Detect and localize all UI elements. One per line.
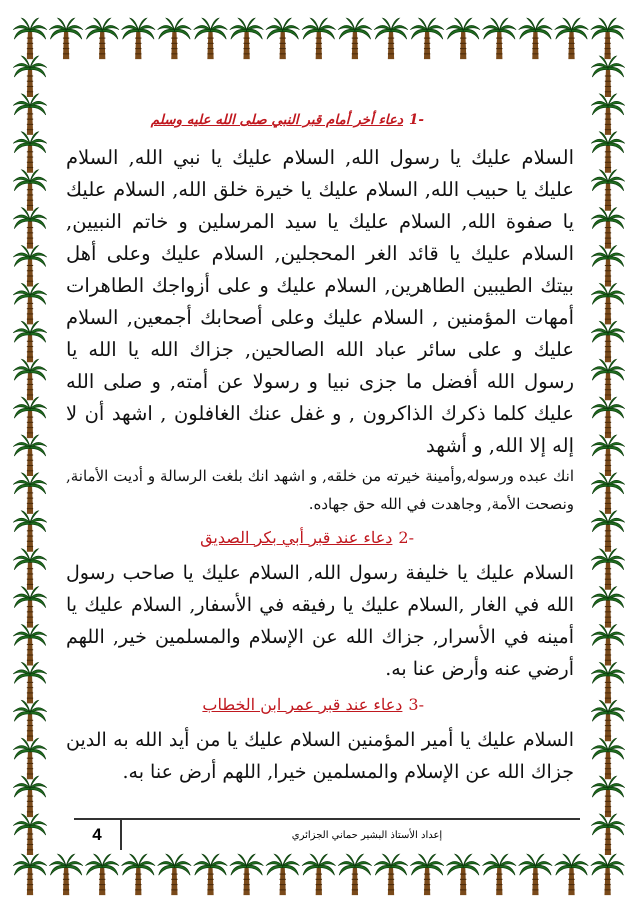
page-content [66,112,574,812]
palm-tree-icon [591,473,625,514]
palm-tree-icon [85,18,119,59]
palm-tree-icon [591,700,625,741]
section-2-body: السلام عليك يا خليفة رسول الله, السلام عليك يا صاحب رسول الله في الغار ,السلام عليك يا رفيقه في الأسفار, السلام عليك يا أمينه في الأسرار, جزاك الله عن الإسلام والمسلمين خير, اللهم أرضي عنه وأرض عنا به. [66,562,574,680]
palm-tree-icon [338,18,372,59]
palm-tree-icon [302,854,336,895]
palm-tree-icon [158,854,192,895]
palm-tree-icon [591,854,625,895]
palm-tree-icon [266,854,300,895]
palm-tree-icon [591,170,625,211]
section-2-number: -2 [398,528,414,547]
palm-tree-icon [13,625,47,666]
palm-tree-icon [230,18,264,59]
palm-tree-icon [158,18,192,59]
palm-tree-icon [13,170,47,211]
palm-tree-icon [13,738,47,779]
palm-tree-icon [591,549,625,590]
palm-tree-icon [591,359,625,400]
palm-tree-icon [13,208,47,249]
section-1-title: دعاء أخر أمام قبر النبي صلى الله عليه وسلم [150,112,403,128]
palm-tree-icon [194,854,228,895]
palm-tree-icon [519,854,553,895]
palm-tree-icon [338,854,372,895]
palm-tree-icon [302,18,336,59]
palm-tree-icon [591,776,625,817]
section-1-heading [66,112,574,128]
palm-tree-icon [266,18,300,59]
palm-tree-icon [591,321,625,362]
palm-tree-icon [85,854,119,895]
palm-tree-icon [591,435,625,476]
palm-tree-icon [483,18,517,59]
palm-tree-icon [591,283,625,324]
palm-tree-icon [519,18,553,59]
palm-tree-icon [122,854,156,895]
palm-tree-icon [49,18,83,59]
palm-tree-icon [13,549,47,590]
palm-tree-icon [13,435,47,476]
section-2-title: دعاء عند قبر أبي بكر الصديق [200,528,393,547]
palm-tree-icon [13,854,47,895]
palm-tree-icon [13,473,47,514]
palm-tree-icon [13,700,47,741]
palm-tree-icon [591,132,625,173]
palm-tree-icon [591,246,625,287]
palm-tree-icon [591,56,625,97]
palm-tree-icon [555,18,589,59]
page-number: 4 [74,820,122,850]
palm-tree-icon [194,18,228,59]
palm-tree-icon [13,56,47,97]
palm-tree-icon [591,397,625,438]
palm-tree-icon [410,854,444,895]
palm-tree-icon [591,662,625,703]
palm-tree-icon [374,18,408,59]
palm-tree-icon [591,18,625,59]
palm-tree-icon [591,814,625,855]
palm-tree-icon [13,587,47,628]
palm-tree-icon [13,814,47,855]
palm-tree-icon [591,94,625,135]
palm-tree-icon [13,511,47,552]
palm-tree-icon [13,94,47,135]
footer-credit: إعداد الأستاذ البشير حماني الجزائري [291,829,443,841]
palm-tree-icon [13,246,47,287]
section-3-heading [66,695,574,714]
palm-tree-icon [591,738,625,779]
palm-tree-icon [591,511,625,552]
palm-tree-icon [49,854,83,895]
palm-tree-icon [13,359,47,400]
section-1-text: السلام عليك يا رسول الله, السلام عليك يا نبي الله, السلام عليك يا حبيب الله, السلام عليك يا خيرة خلق الله, السلام عليك يا صفوة الله, السلام عليك يا سيد المرسلين و خاتم النبيين, السلام عليك يا قائد الغر المحجلين, السلام عليك وعلى أهل بيتك الطيبين الطاهرين, السلام عليك و على أزواجك الطاهرات أمهات المؤمنين , السلام عليك وعلى أصحابك أجمعين, السلام عليك و على سائر عباد الله الصالحين, جزاك الله يا الله يا رسول الله أفضل ما جزى نبيا و رسولا عن أمته, و صلى الله عليك كلما ذكرك الذاكرون , و غفل عنك الغافلون , اشهد أن لا إله إلا الله, و أشهد [66,146,574,457]
palm-tree-icon [591,208,625,249]
palm-tree-icon [410,18,444,59]
palm-tree-icon [591,625,625,666]
palm-tree-icon [446,18,480,59]
palm-tree-icon [13,776,47,817]
palm-tree-icon [230,854,264,895]
palm-tree-icon [591,587,625,628]
section-3-title: دعاء عند قبر عمر ابن الخطاب [202,695,403,714]
palm-tree-icon [13,283,47,324]
palm-tree-icon [555,854,589,895]
palm-tree-icon [483,854,517,895]
section-3-number: -3 [408,695,424,714]
section-1-tail-text: انك عبده ورسوله,وأمينة خيرته من خلقه, و اشهد انك بلغت الرسالة و أديت الأمانة, ونصحت الأمة, وجاهدت في الله حق جهاده. [66,467,574,513]
palm-tree-icon [374,854,408,895]
section-1-body [66,142,574,518]
palm-tree-icon [13,132,47,173]
page-footer [74,818,580,850]
palm-tree-icon [13,397,47,438]
palm-tree-icon [13,662,47,703]
palm-tree-icon [122,18,156,59]
palm-tree-icon [446,854,480,895]
section-1-number: -1 [408,112,424,128]
section-3-body: السلام عليك يا أمير المؤمنين السلام عليك يا من أيد الله به الدين جزاك الله عن الإسلام والمسلمين خيرا, اللهم أرض عنا به. [66,729,574,783]
palm-tree-icon [13,321,47,362]
palm-tree-icon [13,18,47,59]
section-2-heading [66,528,574,547]
